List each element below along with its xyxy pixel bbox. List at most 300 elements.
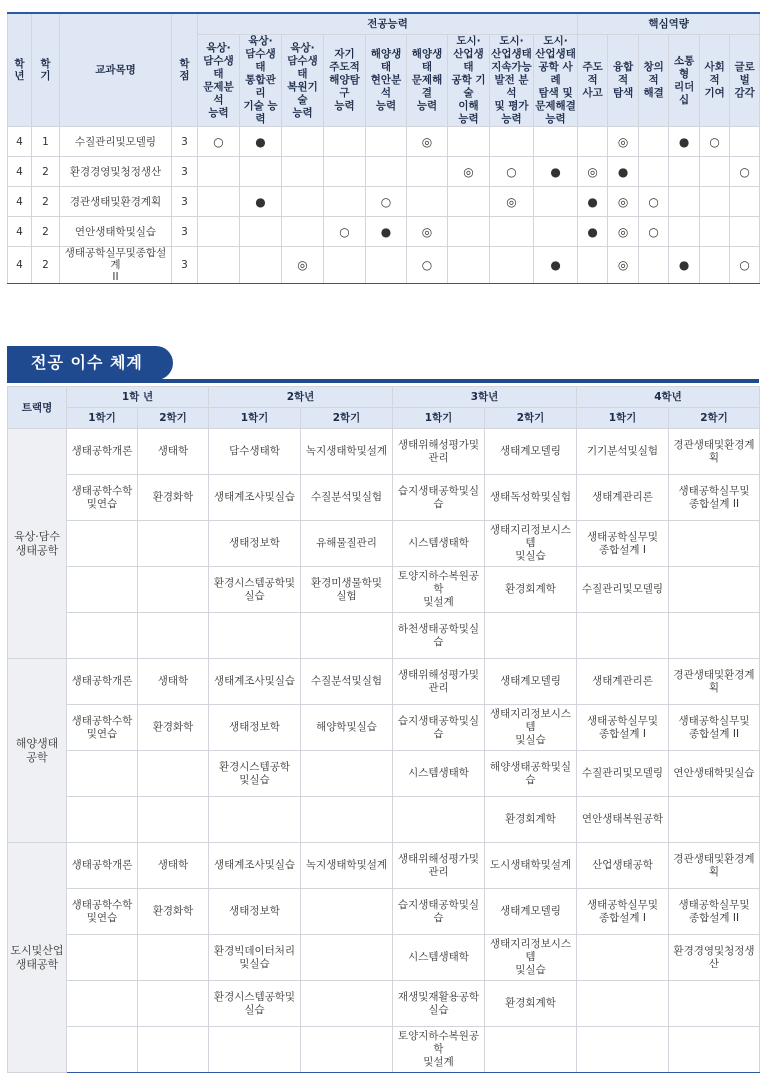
cell-mark [240, 247, 282, 284]
cell-mark [490, 127, 534, 157]
course-cell-text: 유해물질관리 [316, 537, 377, 549]
major-competency-header-text: 해양생태 현안분석 능력 [370, 48, 402, 112]
course-cell-text: 생태공학개론 [71, 675, 133, 687]
course-cell [485, 705, 577, 751]
course-cell [669, 889, 760, 935]
course-cell-text: 환경시스템공학및 실습 [213, 990, 296, 1016]
cell-year [8, 127, 32, 157]
core-competency-header [730, 35, 760, 127]
track-name [8, 843, 67, 1073]
table-row [8, 429, 760, 475]
header-semester-1: 1학기 [393, 408, 485, 429]
course-cell [209, 1027, 301, 1073]
cell-mark-text: ● [255, 194, 266, 209]
cell-course [60, 127, 172, 157]
cell-mark [407, 187, 448, 217]
header-track: 트랙명 [8, 387, 67, 429]
course-cell [669, 475, 760, 521]
cell-mark [534, 157, 578, 187]
cell-mark [366, 217, 407, 247]
cell-mark [700, 127, 730, 157]
course-cell [485, 521, 577, 567]
course-cell [209, 981, 301, 1027]
table-row [8, 935, 760, 981]
course-cell [67, 935, 138, 981]
course-cell-text: 산업생태공학 [592, 859, 653, 871]
course-cell [485, 797, 577, 843]
major-competency-header [490, 35, 534, 127]
course-cell-text: 환경회계학 [505, 813, 556, 825]
table-row [8, 567, 760, 613]
course-cell-text: 생태학 [157, 675, 189, 687]
cell-mark [578, 187, 608, 217]
cell-course [60, 247, 172, 284]
cell-mark-text: ● [587, 194, 598, 209]
course-cell [67, 889, 138, 935]
table-row [8, 613, 760, 659]
course-cell-text: 습지생태공학및실습 [397, 898, 480, 924]
cell-semester [32, 217, 60, 247]
header-semester-2: 2학기 [301, 408, 393, 429]
cell-mark [700, 157, 730, 187]
cell-credit-text: 3 [181, 135, 188, 148]
course-cell-text: 생태정보학 [229, 905, 280, 917]
cell-mark [282, 127, 324, 157]
cell-mark [669, 187, 700, 217]
course-cell [67, 659, 138, 705]
course-cell [301, 613, 393, 659]
course-cell [67, 705, 138, 751]
cell-mark [407, 157, 448, 187]
major-competency-header [240, 35, 282, 127]
course-cell-text: 환경화학 [152, 721, 194, 733]
course-cell [669, 429, 760, 475]
course-cell-text: 습지생태공학및실습 [397, 484, 480, 510]
cell-year [8, 217, 32, 247]
course-cell [209, 797, 301, 843]
core-competency-header [700, 35, 730, 127]
cell-mark [578, 247, 608, 284]
course-cell [138, 705, 209, 751]
major-competency-header-text: 자기 주도적 해양탐구 능력 [329, 48, 360, 112]
section-title: 전공 이수 체계 [7, 346, 173, 380]
course-cell [577, 613, 669, 659]
cell-year [8, 157, 32, 187]
course-cell [138, 981, 209, 1027]
cell-mark [324, 187, 366, 217]
table-row [8, 217, 760, 247]
course-cell [669, 797, 760, 843]
cell-credit-text: 3 [181, 225, 188, 238]
cell-mark-text: ○ [709, 134, 720, 149]
cell-mark-text: ◎ [617, 258, 629, 272]
cell-mark [639, 157, 669, 187]
course-cell-text: 경관생태및환경계획 [673, 852, 755, 878]
header-semester-2: 2학기 [485, 408, 577, 429]
course-cell [393, 659, 485, 705]
course-cell [67, 567, 138, 613]
course-cell [301, 1027, 393, 1073]
header-major-competency: 전공능력 [198, 13, 578, 35]
cell-mark-text: ○ [380, 194, 392, 209]
core-competency-header-text: 창의적 해결 [643, 61, 664, 99]
course-cell [485, 935, 577, 981]
cell-course-text: 연안생태학및실습 [74, 225, 157, 238]
course-cell-text: 환경회계학 [505, 997, 556, 1009]
course-cell-text: 수질관리및모델링 [581, 583, 664, 595]
course-cell [393, 843, 485, 889]
cell-mark [448, 187, 490, 217]
course-cell [393, 889, 485, 935]
cell-mark [669, 127, 700, 157]
cell-credit [172, 187, 198, 217]
cell-mark-text: ○ [421, 258, 433, 272]
cell-semester-text: 2 [42, 195, 49, 208]
cell-mark [534, 127, 578, 157]
table-row [8, 659, 760, 705]
course-cell [577, 567, 669, 613]
cell-course-text: 생태공학실무및종합설계 II [64, 247, 167, 283]
header-semester-1: 1학기 [209, 408, 301, 429]
course-cell [138, 613, 209, 659]
course-cell [393, 613, 485, 659]
cell-mark [700, 247, 730, 284]
course-cell-text: 생태공학실무및 종합설계 II [678, 898, 750, 924]
header-year-1: 1학 년 [67, 387, 209, 408]
cell-mark [730, 187, 760, 217]
course-cell-text: 해양생태공학및실습 [489, 760, 572, 786]
cell-mark [490, 157, 534, 187]
course-cell [669, 659, 760, 705]
cell-year-text: 4 [16, 259, 23, 271]
cell-credit-text: 3 [181, 165, 188, 178]
cell-mark [608, 217, 639, 247]
cell-mark-text: ○ [648, 194, 659, 209]
course-cell [669, 567, 760, 613]
cell-mark [282, 187, 324, 217]
course-cell-text: 생태계모델링 [500, 445, 561, 457]
core-competency-header-text: 융합적 탐색 [612, 61, 634, 99]
course-cell [301, 889, 393, 935]
cell-mark [448, 247, 490, 284]
cell-mark [639, 127, 669, 157]
course-cell-text: 생태공학실무및 종합설계 I [586, 530, 658, 556]
course-cell [485, 475, 577, 521]
cell-mark [407, 217, 448, 247]
cell-mark [282, 157, 324, 187]
track-name-text: 도시및산업 생태공학 [10, 943, 64, 971]
course-cell-text: 생태공학실무및 종합설계 I [586, 714, 658, 740]
course-cell [669, 751, 760, 797]
course-cell [209, 935, 301, 981]
course-cell-text: 생태지리정보시스템 및실습 [489, 938, 572, 976]
course-cell [301, 751, 393, 797]
cell-mark [730, 157, 760, 187]
course-cell [485, 1027, 577, 1073]
course-cell [485, 751, 577, 797]
cell-mark-text: ◎ [587, 164, 598, 179]
course-cell [485, 613, 577, 659]
course-cell [67, 613, 138, 659]
course-cell [209, 889, 301, 935]
course-cell-text: 생태공학실무및 종합설계 I [586, 898, 658, 924]
major-competency-header [324, 35, 366, 127]
course-cell-text: 환경시스템공학 및실습 [218, 760, 290, 786]
course-cell-text: 연안생태복원공학 [581, 813, 664, 825]
cell-credit [172, 247, 198, 284]
course-cell-text: 생태지리정보시스템 및실습 [489, 524, 572, 562]
cell-mark [198, 247, 240, 284]
track-name-text: 육상·담수 생태공학 [13, 529, 60, 557]
course-cell-text: 환경빅데이터처리 및실습 [213, 944, 296, 970]
course-cell-text: 생태계관리론 [592, 675, 653, 687]
course-cell-text: 생태공학수학 및연습 [71, 484, 133, 510]
course-cell-text: 생태정보학 [229, 537, 280, 549]
cell-semester [32, 127, 60, 157]
core-competency-header-text: 글로벌 감각 [734, 61, 755, 99]
cell-credit [172, 217, 198, 247]
cell-mark [282, 217, 324, 247]
core-competency-header [578, 35, 608, 127]
cell-semester-text: 2 [42, 165, 49, 178]
cell-mark [534, 187, 578, 217]
track-name-text: 해양생태 공학 [15, 736, 59, 764]
course-cell [301, 935, 393, 981]
header-semester-2: 2학기 [669, 408, 760, 429]
header-year-3: 3학년 [393, 387, 577, 408]
cell-mark [490, 187, 534, 217]
course-cell-text: 생태공학실무및 종합설계 II [678, 484, 750, 510]
course-cell [301, 843, 393, 889]
course-cell [393, 1027, 485, 1073]
major-competency-header [282, 35, 324, 127]
course-cell [485, 843, 577, 889]
course-cell [485, 659, 577, 705]
course-cell [67, 751, 138, 797]
table-row [8, 1027, 760, 1073]
course-cell [393, 475, 485, 521]
course-cell-text: 시스템생태학 [408, 767, 469, 779]
course-cell [577, 843, 669, 889]
course-cell [138, 797, 209, 843]
course-cell [301, 429, 393, 475]
course-cell-text: 생태공학개론 [71, 445, 133, 457]
cell-mark [608, 127, 639, 157]
course-cell-text: 재생및재활용공학 실습 [397, 990, 480, 1016]
cell-mark [282, 247, 324, 284]
cell-mark-text: ● [678, 258, 690, 272]
header-core-competency: 핵심역량 [578, 13, 760, 35]
table-row [8, 981, 760, 1027]
cell-mark-text: ● [380, 224, 392, 239]
cell-credit-text: 3 [181, 195, 188, 208]
course-cell [577, 797, 669, 843]
course-cell [138, 659, 209, 705]
cell-mark [198, 157, 240, 187]
cell-mark [608, 157, 639, 187]
cell-mark [669, 157, 700, 187]
course-cell [67, 981, 138, 1027]
track-name [8, 429, 67, 659]
cell-mark [639, 247, 669, 284]
core-competency-header [639, 35, 669, 127]
cell-mark [490, 217, 534, 247]
cell-course-text: 환경경영및청정생산 [69, 165, 162, 178]
cell-mark [578, 127, 608, 157]
cell-mark-text: ◎ [421, 134, 433, 149]
header-credit: 학 점 [172, 13, 198, 127]
core-competency-header-text: 사회적 기여 [704, 61, 725, 99]
cell-mark-text: ◎ [617, 224, 629, 239]
major-competency-header-text: 도시· 산업생태 공학 사례 탐색 및 문제해결 능력 [535, 35, 576, 125]
cell-mark-text: ● [255, 134, 266, 149]
course-cell [209, 659, 301, 705]
course-cell-text: 담수생태학 [229, 445, 280, 457]
cell-mark [324, 157, 366, 187]
cell-mark [639, 217, 669, 247]
course-cell-text: 하천생태공학및실습 [397, 622, 480, 648]
header-course: 교과목명 [60, 13, 172, 127]
course-cell [301, 567, 393, 613]
course-cell [393, 567, 485, 613]
cell-mark [669, 247, 700, 284]
cell-mark [366, 127, 407, 157]
course-cell [669, 705, 760, 751]
course-cell [67, 797, 138, 843]
course-cell-text: 경관생태및환경계획 [673, 668, 755, 694]
course-cell [577, 521, 669, 567]
cell-mark [730, 247, 760, 284]
cell-mark [490, 247, 534, 284]
course-cell [577, 889, 669, 935]
course-cell [301, 797, 393, 843]
major-competency-header [534, 35, 578, 127]
course-cell [669, 1027, 760, 1073]
course-cell [209, 843, 301, 889]
major-competency-header-text: 육상· 담수생태 문제분석 능력 [203, 41, 234, 119]
course-cell [301, 981, 393, 1027]
course-cell [209, 521, 301, 567]
course-cell [393, 521, 485, 567]
cell-mark [198, 127, 240, 157]
header-year-4: 4학년 [577, 387, 760, 408]
cell-mark [730, 217, 760, 247]
table-row [8, 889, 760, 935]
header-year: 학 년 [8, 13, 32, 127]
cell-mark [578, 217, 608, 247]
cell-course [60, 157, 172, 187]
course-cell [393, 705, 485, 751]
cell-mark [407, 127, 448, 157]
course-cell-text: 토양지하수복원공학 및설계 [397, 570, 480, 608]
course-cell-text: 생태계조사및실습 [213, 491, 296, 503]
cell-course [60, 187, 172, 217]
cell-semester-text: 2 [42, 225, 49, 238]
cell-mark [639, 187, 669, 217]
cell-mark-text: ○ [648, 224, 659, 239]
course-cell-text: 생태정보학 [229, 721, 280, 733]
cell-mark-text: ○ [739, 164, 750, 179]
cell-mark-text: ● [678, 134, 690, 149]
major-competency-header [198, 35, 240, 127]
course-cell [669, 521, 760, 567]
header-year-2: 2학년 [209, 387, 393, 408]
course-cell-text: 경관생태및환경계획 [673, 438, 755, 464]
course-cell [301, 705, 393, 751]
course-cell-text: 생태계모델링 [500, 905, 561, 917]
cell-mark [198, 217, 240, 247]
course-cell-text: 녹지생태학및설계 [305, 859, 388, 871]
table-row [8, 751, 760, 797]
table-row [8, 521, 760, 567]
major-competency-header [407, 35, 448, 127]
course-cell [393, 751, 485, 797]
cell-credit-text: 3 [181, 259, 188, 271]
course-cell-text: 생태위해성평가및 관리 [397, 668, 480, 694]
cell-credit [172, 157, 198, 187]
course-cell [67, 843, 138, 889]
cell-mark [608, 247, 639, 284]
course-cell-text: 환경시스템공학및 실습 [213, 576, 296, 602]
cell-mark-text: ○ [506, 164, 517, 179]
course-cell-text: 수질분석및실험 [310, 491, 382, 503]
course-cell [485, 889, 577, 935]
header-semester-1: 1학기 [67, 408, 138, 429]
cell-mark [366, 157, 407, 187]
course-cell [138, 1027, 209, 1073]
header-semester-2: 2학기 [138, 408, 209, 429]
cell-year-text: 4 [16, 165, 23, 178]
course-cell-text: 시스템생태학 [408, 537, 469, 549]
cell-mark [448, 217, 490, 247]
course-cell [485, 429, 577, 475]
course-cell [577, 429, 669, 475]
table-row [8, 247, 760, 284]
cell-mark-text: ○ [339, 224, 350, 239]
cell-year-text: 4 [16, 225, 23, 238]
course-cell [577, 981, 669, 1027]
cell-mark-text: ◎ [506, 194, 517, 209]
table-row [8, 705, 760, 751]
curriculum-table [7, 386, 760, 1073]
course-cell-text: 환경화학 [152, 905, 194, 917]
cell-mark-text: ◎ [297, 258, 308, 272]
cell-mark [240, 157, 282, 187]
cell-mark-text: ○ [213, 134, 224, 149]
cell-course-text: 경관생태및환경계획 [69, 195, 162, 208]
cell-mark [669, 217, 700, 247]
cell-mark [240, 217, 282, 247]
cell-mark-text: ◎ [421, 224, 433, 239]
course-cell [669, 613, 760, 659]
cell-mark [578, 157, 608, 187]
course-cell [393, 797, 485, 843]
course-cell-text: 토양지하수복원공학 및설계 [397, 1030, 480, 1068]
course-cell [138, 521, 209, 567]
course-cell-text: 녹지생태학및설계 [305, 445, 388, 457]
cell-mark [448, 127, 490, 157]
table-row [8, 843, 760, 889]
cell-mark [366, 247, 407, 284]
cell-course [60, 217, 172, 247]
cell-semester [32, 187, 60, 217]
course-cell [485, 981, 577, 1027]
cell-semester-text: 1 [42, 135, 49, 148]
cell-mark [608, 187, 639, 217]
major-competency-header-text: 육상· 담수생태 복원기술 능력 [287, 41, 318, 119]
cell-mark-text: ◎ [463, 164, 474, 179]
course-cell-text: 환경화학 [152, 491, 194, 503]
